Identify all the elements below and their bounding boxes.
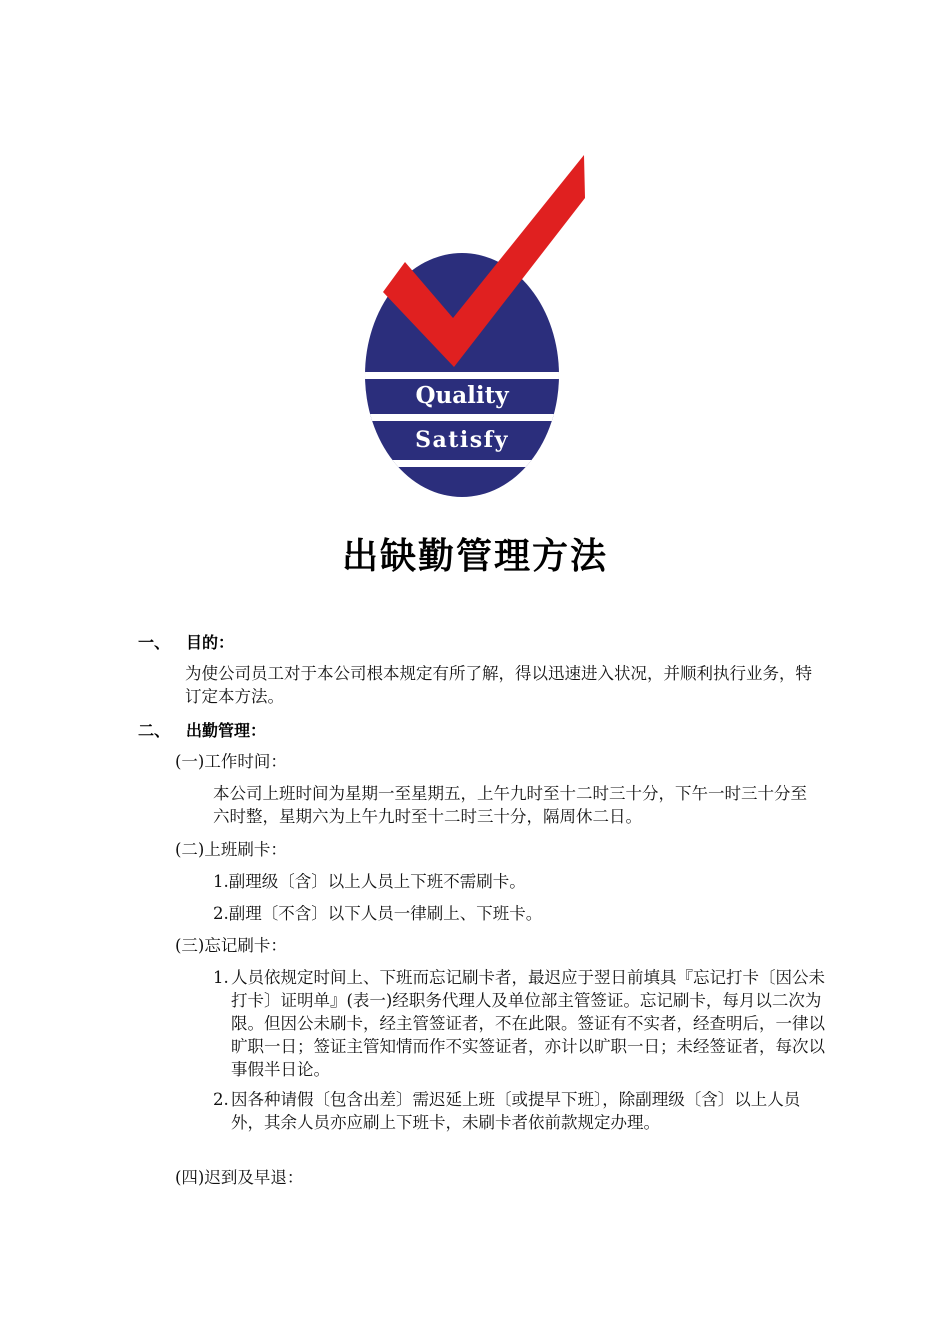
- item-text: 因各种请假〔包含出差〕需迟延上班〔或提早下班〕，除副理级〔含〕以上人员外，其余人员亦应刷上下班卡，未刷卡者依前款规定办理。: [231, 1090, 801, 1132]
- item-number: 1.: [213, 968, 229, 987]
- section-label: 出勤管理：: [186, 721, 267, 740]
- list-item: [213, 1088, 825, 1160]
- logo-text-satisfy: Satisfy: [415, 427, 509, 453]
- section-label: 目的：: [186, 633, 235, 652]
- list-item: 2.副理〔不含〕以下人员一律刷上、下班卡。: [213, 904, 543, 923]
- purpose-text: 为使公司员工对于本公司根本规定有所了解，得以迅速进入状况，并顺利执行业务，特订定本方法。: [185, 664, 812, 706]
- section-2-heading: [138, 718, 438, 742]
- sub-heading-late-early: (四)迟到及早退：: [175, 1168, 304, 1187]
- document-title: 出缺勤管理方法: [341, 536, 608, 577]
- sub-heading-clock-in: (二)上班刷卡：: [175, 840, 287, 859]
- section-1-heading: [138, 630, 438, 654]
- item-number: 2.: [213, 1090, 229, 1109]
- section-number: 一、: [138, 633, 171, 652]
- list-item: 1.副理级〔含〕以上人员上下班不需刷卡。: [213, 872, 526, 891]
- section-number: 二、: [138, 721, 171, 740]
- list-item: [213, 966, 825, 1086]
- sub-heading-forgot-card: (三)忘记刷卡：: [175, 936, 287, 955]
- sub-heading-work-time: (一)工作时间：: [175, 752, 287, 771]
- work-time-text: 本公司上班时间为星期一至星期五，上午九时至十二时三十分，下午一时三十分至六时整，星期六为上午九时至十二时三十分，隔周休二日。: [213, 784, 807, 826]
- quality-satisfy-logo: [350, 150, 595, 505]
- logo-text-quality: Quality: [415, 382, 509, 409]
- item-text: 人员依规定时间上、下班而忘记刷卡者，最迟应于翌日前填具『忘记打卡〔因公未打卡〕证明单』(表一)经职务代理人及单位部主管签证。忘记刷卡，每月以二次为限。但因公未刷卡，经主管签证者，不在此限。签证有不实者，经查明后，一律以旷职一日；签证主管知情而作不实签证者，亦计以旷职一日；未经签证者，每次以事假半日论。: [231, 968, 825, 1079]
